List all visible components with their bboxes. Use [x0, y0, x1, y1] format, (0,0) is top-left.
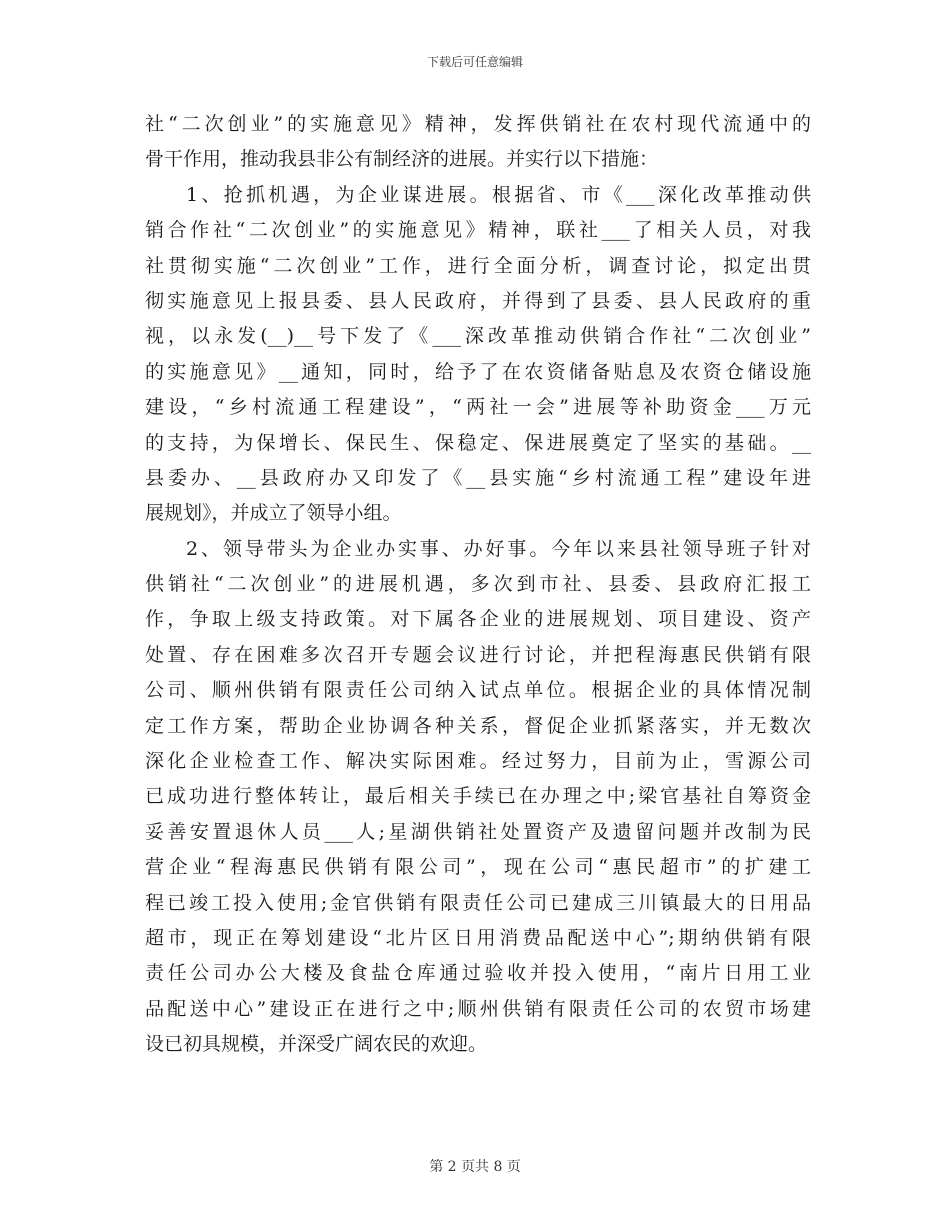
text-line: 公司、顺州供销有限责任公司纳入试点单位。根据企业的具体情况制: [145, 679, 811, 702]
text-line: 视，以永发(__)__号下发了《___深改革推动供销合作社“二次创业”: [145, 325, 811, 348]
text-line: 超市，现正在筹划建设“北片区日用消费品配送中心”;期纳供销有限: [145, 926, 811, 949]
text-line: 建设，“乡村流通工程建设”，“两社一会”进展等补助资金___万元: [145, 396, 811, 419]
text-line: 设已初具规模，并深受广阔农民的欢迎。: [145, 1033, 488, 1056]
page-number: 第 2 页共 8 页: [429, 1159, 521, 1175]
text-line: 品配送中心”建设正在进行之中;顺州供销有限责任公司的农贸市场建: [145, 997, 811, 1020]
paragraph-1-start: 1、抢抓机遇，为企业谋进展。根据省、市《___深化改革推动供: [186, 183, 811, 206]
text-line: 深化企业检查工作、解决实际困难。经过努力，目前为止，雪源公司: [145, 750, 811, 773]
text-line: 社贯彻实施“二次创业”工作，进行全面分析，调查讨论，拟定出贯: [145, 254, 811, 277]
text-line: 处置、存在困难多次召开专题会议进行讨论，并把程海惠民供销有限: [145, 643, 811, 666]
text-line: 营企业“程海惠民供销有限公司”，现在公司“惠民超市”的扩建工: [145, 856, 811, 879]
text-line: 责任公司办公大楼及食盐仓库通过验收并投入使用，“南片日用工业: [145, 962, 811, 985]
document-body: [145, 107, 811, 1063]
text-line: 县委办、__县政府办又印发了《__县实施“乡村流通工程”建设年进: [145, 466, 811, 489]
text-line: 销合作社“二次创业”的实施意见》精神，联社___了相关人员，对我: [145, 219, 811, 242]
page-header-note: 下载后可任意编辑: [426, 55, 523, 69]
text-line: 彻实施意见上报县委、县人民政府，并得到了县委、县人民政府的重: [145, 289, 811, 312]
text-line: 社“二次创业”的实施意见》精神，发挥供销社在农村现代流通中的: [145, 113, 811, 135]
text-line: 展规划》，并成立了领导小组。: [145, 502, 402, 525]
text-line: 作，争取上级支持政策。对下属各企业的进展规划、项目建设、资产: [145, 608, 811, 631]
text-line: 的支持，为保增长、保民生、保稳定、保进展奠定了坚实的基础。__: [145, 431, 811, 454]
text-line: 妥善安置退休人员___人;星湖供销社处置资产及遗留问题并改制为民: [145, 820, 811, 843]
text-line: 程已竣工投入使用;金官供销有限责任公司已建成三川镇最大的日用品: [145, 891, 811, 914]
text-line: 骨干作用，推动我县非公有制经济的进展。并实行以下措施：: [145, 148, 659, 171]
text-line: 供销社“二次创业”的进展机遇，多次到市社、县委、县政府汇报工: [145, 573, 811, 596]
text-line: 的实施意见》__通知，同时，给予了在农资储备贴息及农资仓储设施: [145, 360, 811, 383]
paragraph-2-start: 2、领导带头为企业办实事、办好事。今年以来县社领导班子针对: [186, 537, 811, 560]
text-line: 已成功进行整体转让，最后相关手续已在办理之中;梁官基社自筹资金: [145, 785, 811, 808]
text-line: 定工作方案，帮助企业协调各种关系，督促企业抓紧落实，并无数次: [145, 714, 811, 737]
